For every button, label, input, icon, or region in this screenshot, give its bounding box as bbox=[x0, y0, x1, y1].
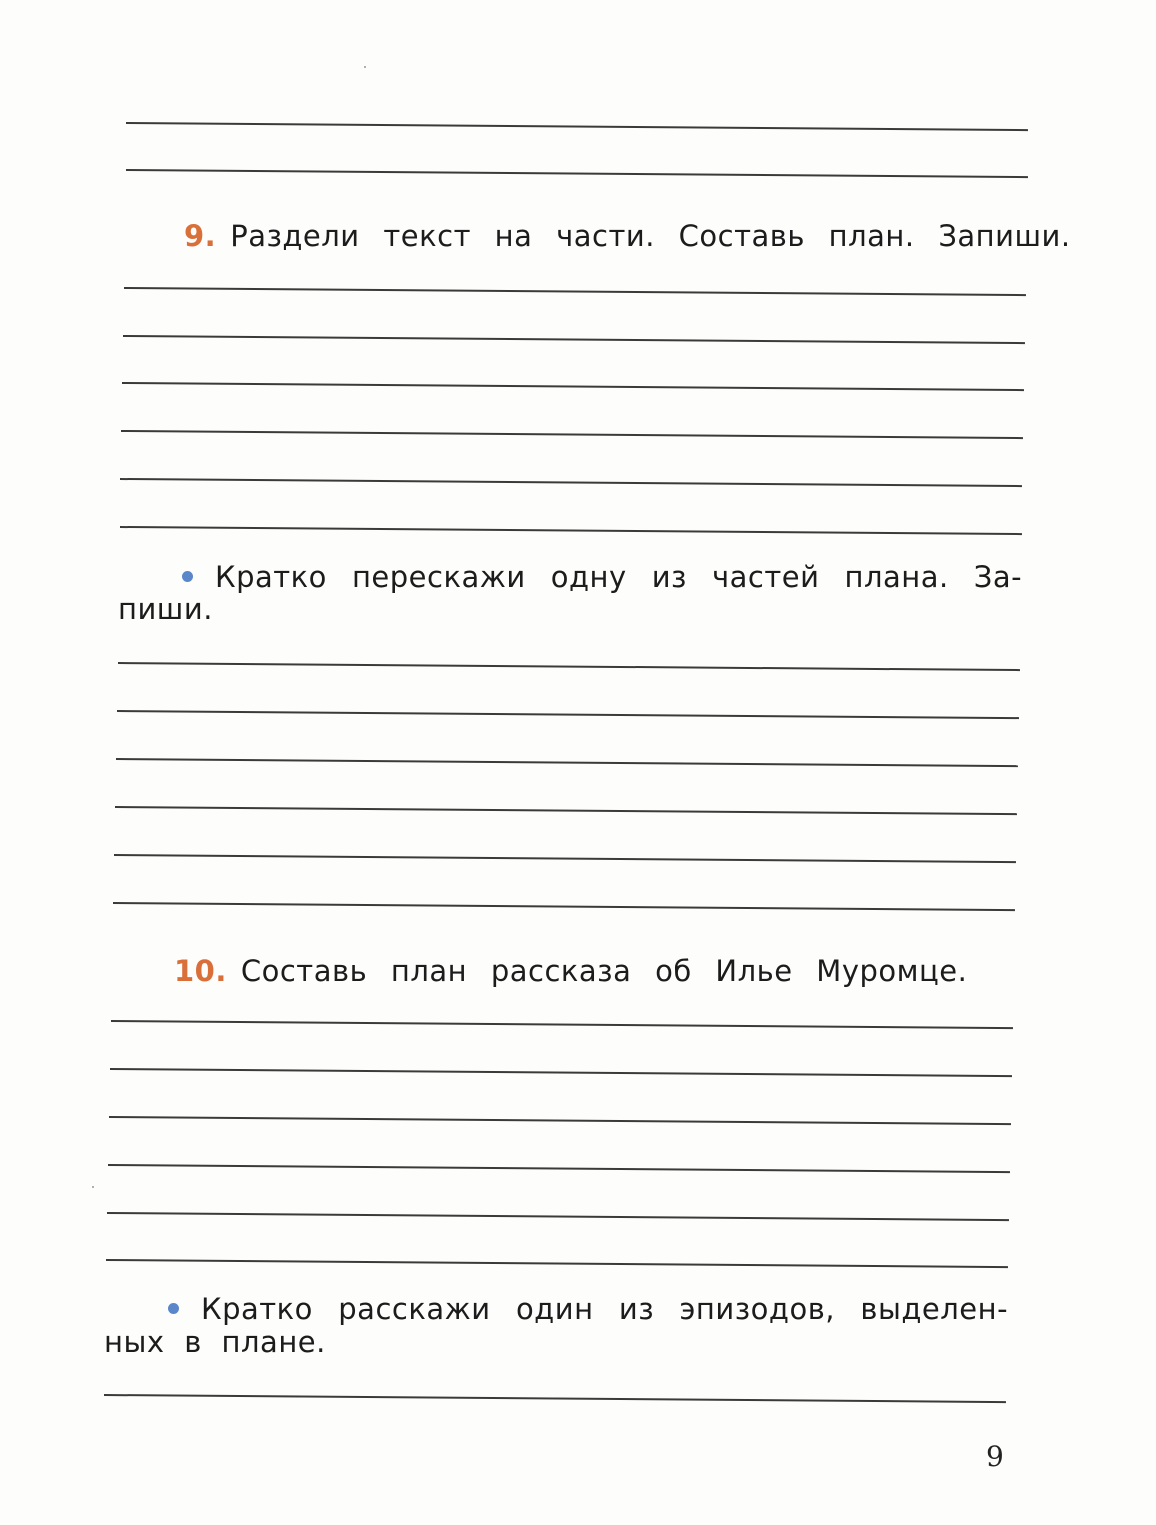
task-10 bbox=[174, 951, 967, 991]
task-instruction: Раздели текст на части. Составь план. Запиши. bbox=[230, 219, 1071, 253]
answer-line[interactable] bbox=[126, 169, 1028, 178]
subtask-10-line2: ных в плане. bbox=[104, 1325, 326, 1359]
answer-line[interactable] bbox=[121, 430, 1023, 439]
answer-line[interactable] bbox=[106, 1259, 1008, 1268]
bullet-icon bbox=[182, 571, 193, 582]
subtask-9-line1: Кратко перескажи одну из частей плана. За- bbox=[182, 562, 1022, 592]
answer-line[interactable] bbox=[114, 854, 1016, 863]
answer-line[interactable] bbox=[107, 1212, 1009, 1221]
task-9 bbox=[184, 216, 1071, 256]
answer-line[interactable] bbox=[104, 1394, 1006, 1403]
answer-line[interactable] bbox=[110, 1068, 1012, 1077]
subtask-9-line2: пиши. bbox=[118, 592, 213, 626]
task-number: 10. bbox=[174, 954, 227, 988]
answer-line[interactable] bbox=[123, 335, 1025, 344]
scan-speck bbox=[364, 66, 366, 68]
answer-line[interactable] bbox=[120, 478, 1022, 487]
page-number: 9 bbox=[986, 1440, 1004, 1473]
task-number: 9. bbox=[184, 219, 217, 253]
task-instruction: Составь план рассказа об Илье Муромце. bbox=[240, 954, 968, 988]
answer-line[interactable] bbox=[117, 710, 1019, 719]
answer-line[interactable] bbox=[124, 287, 1026, 296]
answer-line[interactable] bbox=[120, 526, 1022, 535]
answer-line[interactable] bbox=[116, 758, 1018, 767]
answer-line[interactable] bbox=[111, 1020, 1013, 1029]
answer-line[interactable] bbox=[118, 662, 1020, 671]
answer-line[interactable] bbox=[113, 902, 1015, 911]
answer-line[interactable] bbox=[115, 806, 1017, 815]
answer-line[interactable] bbox=[108, 1164, 1010, 1173]
subtask-10-line1: Кратко расскажи один из эпизодов, выделен- bbox=[168, 1294, 1008, 1324]
scan-speck bbox=[92, 1186, 94, 1188]
answer-line[interactable] bbox=[122, 382, 1024, 391]
answer-line[interactable] bbox=[126, 122, 1028, 131]
answer-line[interactable] bbox=[109, 1116, 1011, 1125]
bullet-icon bbox=[168, 1303, 179, 1314]
